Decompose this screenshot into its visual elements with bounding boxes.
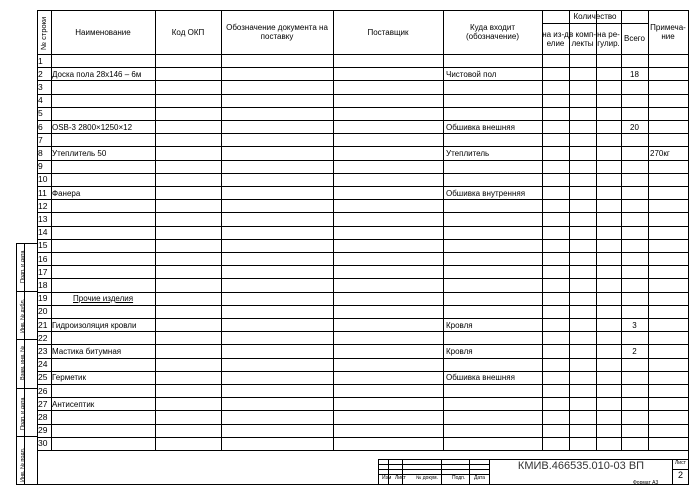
row-name: Антисептик bbox=[52, 399, 95, 409]
header-q4: Всего bbox=[624, 34, 645, 43]
side-inv-podl: Инв. № подл. bbox=[20, 447, 26, 482]
row-line bbox=[37, 358, 688, 359]
row-number: 17 bbox=[38, 266, 48, 277]
header-q3: на ре-гулир. bbox=[597, 29, 620, 48]
row-number: 3 bbox=[38, 81, 43, 92]
row-name: Прочие изделия bbox=[73, 294, 134, 304]
row-number: 21 bbox=[38, 319, 48, 330]
tb-podp: Подп. bbox=[452, 475, 466, 481]
row-note: 270кг bbox=[650, 148, 670, 158]
tb-doc-no: № докум. bbox=[416, 475, 438, 481]
header-doc: Обозначение документа на поставку bbox=[226, 23, 328, 41]
side-stamp-left bbox=[16, 243, 17, 485]
side-podp-data-1: Подп. и дата bbox=[20, 250, 26, 283]
tb-list: Лист bbox=[395, 475, 406, 481]
tb-data: Дата bbox=[474, 475, 486, 481]
row-name: Фанера bbox=[52, 188, 81, 198]
side-stamp-line bbox=[16, 436, 37, 437]
header-row-no bbox=[37, 10, 51, 54]
header-dest: Куда входит (обозначение) bbox=[465, 23, 520, 41]
row-number: 25 bbox=[38, 372, 48, 383]
tb-left bbox=[378, 459, 379, 484]
row-line bbox=[37, 212, 688, 213]
tb-sheet-label: Лист bbox=[675, 460, 686, 466]
header-bottom-line bbox=[37, 54, 688, 55]
row-number: 1 bbox=[38, 55, 43, 66]
header-row-no-label: № строки bbox=[39, 16, 48, 50]
row-name: Герметик bbox=[52, 373, 87, 383]
side-inv-dubl: Инв. № дубл. bbox=[20, 298, 26, 333]
row-number: 28 bbox=[38, 411, 48, 422]
row-number: 24 bbox=[38, 359, 48, 370]
row-name: Утеплитель 50 bbox=[52, 148, 107, 158]
row-number: 15 bbox=[38, 240, 48, 251]
row-number: 23 bbox=[38, 345, 48, 356]
row-number: 11 bbox=[38, 187, 47, 198]
tb-column bbox=[469, 459, 470, 484]
row-line bbox=[37, 239, 688, 240]
row-line bbox=[37, 94, 688, 95]
row-number: 26 bbox=[38, 385, 48, 396]
row-number: 6 bbox=[38, 121, 43, 132]
row-number: 19 bbox=[38, 293, 48, 304]
row-line bbox=[37, 252, 688, 253]
row-line bbox=[37, 226, 688, 227]
side-stamp-top bbox=[16, 243, 37, 244]
tb-column bbox=[441, 459, 442, 484]
tb-row bbox=[378, 469, 489, 470]
row-name: Доска пола 28х146 – 6м bbox=[52, 69, 142, 79]
row-number: 10 bbox=[38, 174, 48, 185]
row-number: 20 bbox=[38, 306, 48, 317]
row-line bbox=[37, 278, 688, 279]
row-number: 2 bbox=[38, 68, 43, 79]
row-line bbox=[37, 265, 688, 266]
row-destination: Кровля bbox=[446, 320, 473, 330]
row-destination: Обшивка внешняя bbox=[446, 373, 515, 383]
row-number: 13 bbox=[38, 213, 48, 224]
row-line bbox=[37, 107, 688, 108]
header-q2: в комп-лекты bbox=[569, 29, 597, 48]
row-number: 30 bbox=[38, 438, 48, 449]
row-destination: Кровля bbox=[446, 346, 473, 356]
row-number: 14 bbox=[38, 227, 48, 238]
header-okp: Код ОКП bbox=[171, 27, 205, 37]
row-destination: Обшивка внешняя bbox=[446, 122, 515, 132]
row-line bbox=[37, 160, 688, 161]
row-destination: Утеплитель bbox=[446, 148, 490, 158]
row-number: 5 bbox=[38, 108, 43, 119]
row-total: 18 bbox=[630, 69, 639, 79]
row-line bbox=[37, 450, 688, 451]
row-number: 4 bbox=[38, 95, 43, 106]
tb-designation: КМИВ.466535.010-03 ВП bbox=[517, 460, 645, 472]
row-name: Мастика битумная bbox=[52, 346, 122, 356]
tb-izm: Изм bbox=[382, 475, 392, 481]
row-number: 12 bbox=[38, 200, 48, 211]
row-destination: Обшивка внутренняя bbox=[446, 188, 526, 198]
row-number: 7 bbox=[38, 134, 43, 145]
row-name: OSB-3 2800×1250×12 bbox=[52, 122, 133, 132]
row-number: 22 bbox=[38, 332, 48, 343]
row-total: 20 bbox=[630, 122, 639, 132]
header-note: Примеча-ние bbox=[650, 23, 686, 41]
row-total: 2 bbox=[632, 346, 637, 356]
row-number: 29 bbox=[38, 425, 48, 436]
tb-sheet-no: 2 bbox=[677, 470, 683, 480]
tb-format: Формат А3 bbox=[633, 480, 659, 486]
row-number: 27 bbox=[38, 398, 48, 409]
side-vzam-inv: Взам. инв. № bbox=[20, 345, 26, 380]
row-total: 3 bbox=[632, 320, 637, 330]
row-line bbox=[37, 437, 688, 438]
header-quantity: Количество bbox=[573, 12, 617, 21]
side-stamp-line bbox=[16, 388, 37, 389]
row-line bbox=[37, 424, 688, 425]
tb-row bbox=[378, 464, 489, 465]
side-podp-data-2: Подп. и дата bbox=[20, 397, 26, 430]
row-number: 8 bbox=[38, 147, 43, 158]
side-stamp-line bbox=[16, 291, 37, 292]
row-line bbox=[37, 173, 688, 174]
header-name: Наименование bbox=[75, 27, 131, 37]
row-number: 18 bbox=[38, 279, 48, 290]
row-destination: Чистовой пол bbox=[446, 69, 497, 79]
header-q1: на из-делие bbox=[542, 29, 569, 48]
frame-right bbox=[688, 10, 689, 485]
row-line bbox=[37, 305, 688, 306]
side-stamp-line bbox=[16, 484, 37, 485]
frame-bottom bbox=[37, 484, 689, 485]
header-supplier: Поставщик bbox=[367, 27, 409, 37]
row-number: 16 bbox=[38, 253, 48, 264]
row-name: Гидроизоляция кровли bbox=[52, 320, 137, 330]
side-stamp-line bbox=[16, 339, 37, 340]
row-number: 9 bbox=[38, 161, 43, 172]
